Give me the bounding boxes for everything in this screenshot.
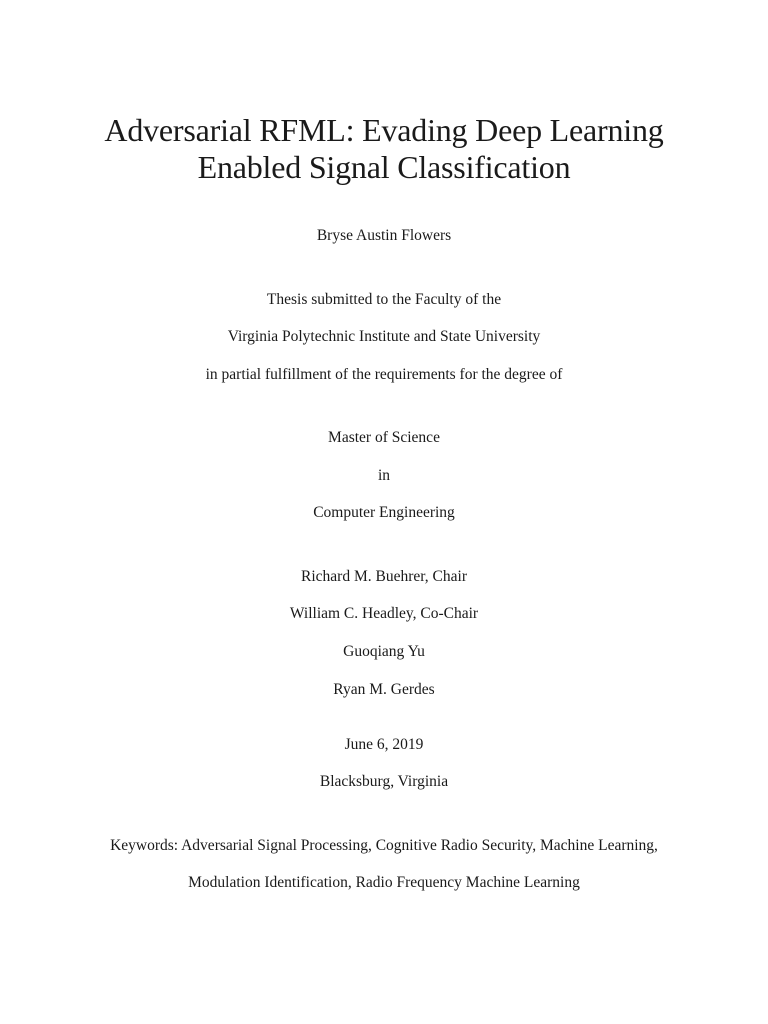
submission-line-3: in partial fulfillment of the requirements for the degree of <box>205 366 563 383</box>
committee-member: Guoqiang Yu <box>343 643 425 660</box>
thesis-title-line-1: Adversarial RFML: Evading Deep Learning <box>104 112 664 148</box>
author-name: Bryse Austin Flowers <box>316 227 452 244</box>
degree-field: Computer Engineering <box>313 504 455 521</box>
degree-connector: in <box>377 467 391 484</box>
committee-member-chair: Richard M. Buehrer, Chair <box>301 568 467 585</box>
submission-line-1: Thesis submitted to the Faculty of the <box>266 291 502 308</box>
submission-date: June 6, 2019 <box>344 736 424 753</box>
committee-member-co-chair: William C. Headley, Co-Chair <box>289 605 479 622</box>
location: Blacksburg, Virginia <box>319 773 449 790</box>
submission-line-2: Virginia Polytechnic Institute and State University <box>227 328 541 345</box>
keywords-line-1: Keywords: Adversarial Signal Processing, Cognitive Radio Security, Machine Learning, <box>110 837 658 854</box>
committee-member: Ryan M. Gerdes <box>333 681 435 698</box>
keywords-line-2: Modulation Identification, Radio Frequency Machine Learning <box>188 874 580 891</box>
degree-name: Master of Science <box>328 429 440 446</box>
thesis-title-line-2: Enabled Signal Classification <box>197 149 571 185</box>
